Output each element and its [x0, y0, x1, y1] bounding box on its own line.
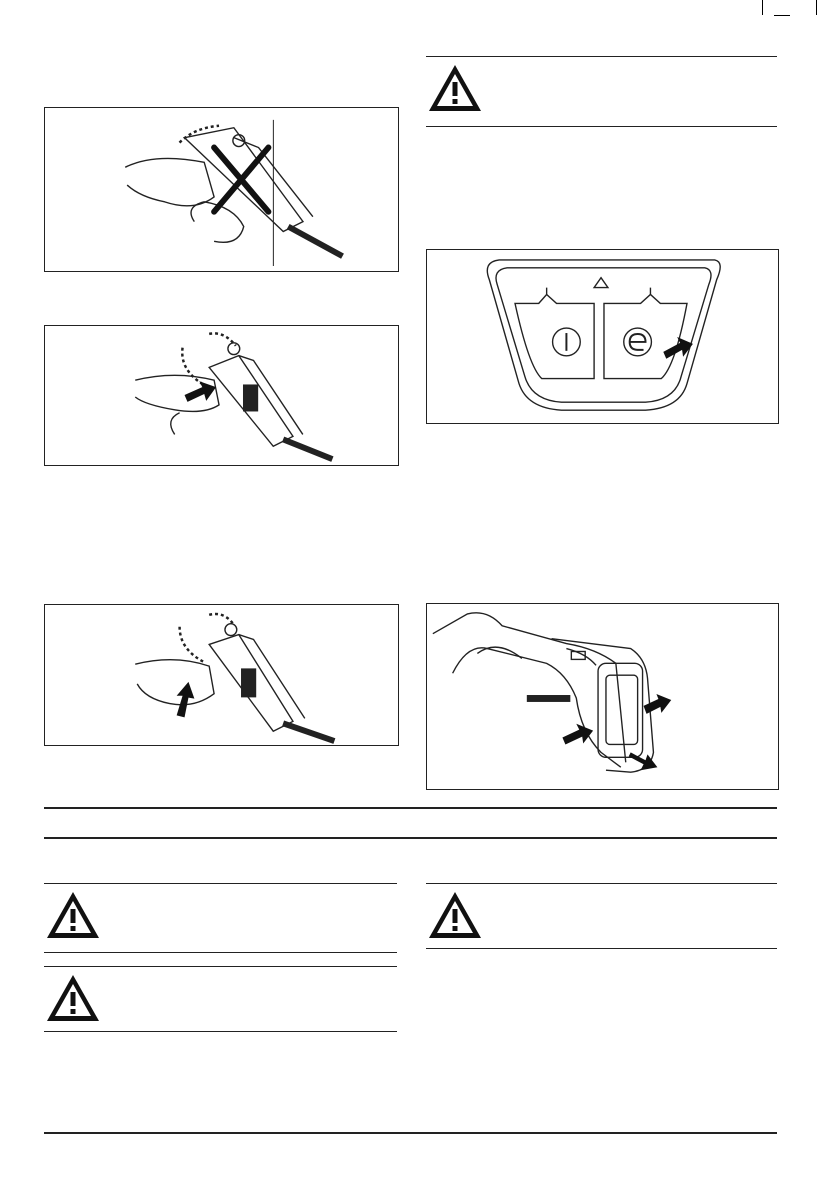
figure-release-brake — [44, 604, 399, 746]
figure-control-panel — [426, 249, 779, 424]
figure-wrong-grip — [44, 107, 399, 272]
warning-top-rule — [426, 883, 777, 884]
warning-top-rule — [44, 883, 397, 884]
warning-top-rule — [426, 56, 777, 57]
crop-mark — [816, 0, 817, 15]
warning-bottom-rule — [44, 952, 397, 953]
battery-removal-illustration — [427, 604, 778, 789]
figure-push-brake — [44, 325, 399, 466]
crop-mark — [762, 0, 763, 15]
footer-rule — [44, 1132, 777, 1134]
warning-top-rule — [44, 966, 397, 967]
figure-battery-removal — [426, 603, 779, 790]
crop-mark — [774, 15, 790, 16]
section-rule-top — [44, 807, 777, 809]
section-rule-bottom — [44, 837, 777, 839]
warning-bottom-rule — [426, 126, 777, 127]
release-brake-illustration — [45, 605, 398, 745]
push-brake-illustration — [45, 326, 398, 465]
warning-triangle-icon — [426, 62, 484, 114]
warning-triangle-icon — [44, 972, 102, 1024]
wrong-grip-illustration — [45, 108, 398, 271]
control-panel-illustration — [427, 250, 778, 423]
warning-triangle-icon — [44, 889, 102, 941]
warning-bottom-rule — [426, 948, 777, 949]
warning-triangle-icon — [426, 889, 484, 941]
warning-bottom-rule — [44, 1031, 397, 1032]
